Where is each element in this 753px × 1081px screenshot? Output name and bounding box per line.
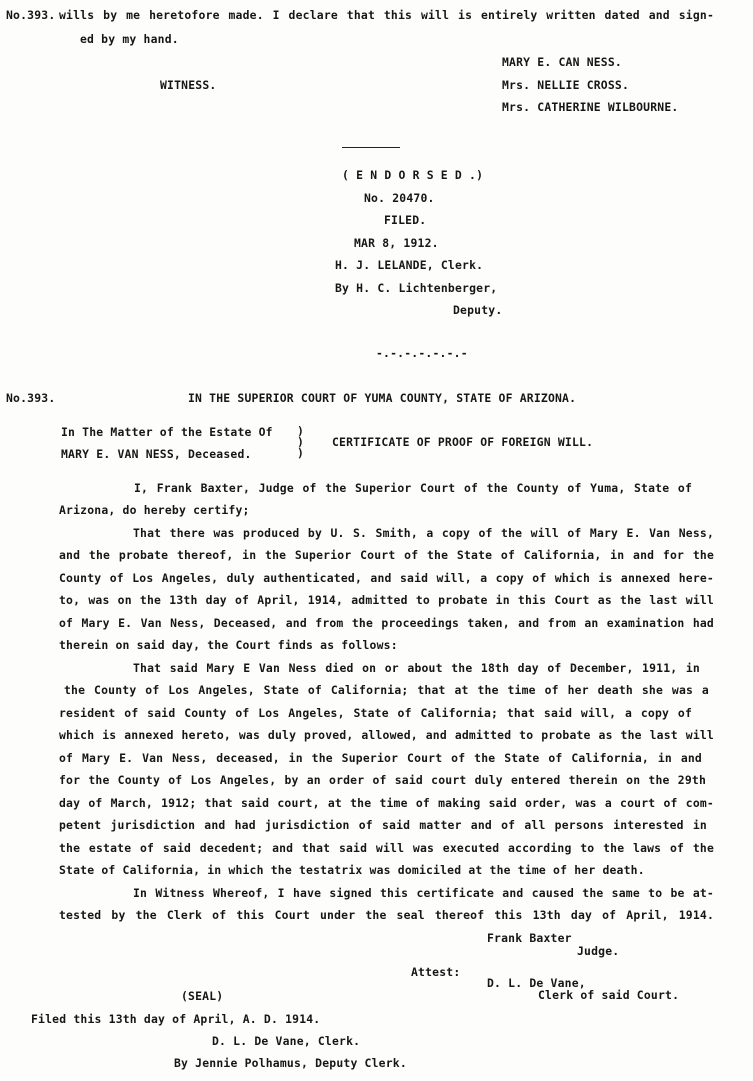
body-line: In Witness Whereof, I have signed this certificate and caused the same to be at-: [133, 886, 714, 900]
record-number: No.393.: [6, 391, 56, 405]
matter-caption: MARY E. VAN NESS, Deceased.: [61, 447, 252, 461]
seal-mark: (SEAL): [181, 989, 224, 1003]
body-line: day of March, 1912; that said court, at the time of making said order, was a court of com-: [59, 796, 714, 810]
body-line: That said Mary E Van Ness died on or about the 18th day of December, 1911, in: [133, 661, 700, 675]
caption-brace: ): [297, 435, 305, 449]
attest-clerk-title: Clerk of said Court.: [538, 988, 680, 1002]
signature: Mrs. CATHERINE WILBOURNE.: [502, 100, 679, 114]
endorsement-date: MAR 8, 1912.: [354, 236, 439, 250]
body-line: for the County of Los Angeles, by an order of said court duly entered therein on the 29th: [59, 773, 706, 787]
body-line: of Mary E. Van Ness, Deceased, and from the proceedings taken, and from an examination had: [59, 616, 714, 630]
record-number: No.393.: [6, 8, 56, 22]
matter-caption: In The Matter of the Estate Of: [61, 425, 273, 439]
body-line: tested by the Clerk of this Court under the seal thereof this 13th day of April, 1914.: [59, 908, 714, 922]
body-line: County of Los Angeles, duly authenticated, and said will, a copy of which is annexed here-: [59, 571, 714, 585]
filed-line: Filed this 13th day of April, A. D. 1914.: [31, 1012, 321, 1026]
body-line: Arizona, do hereby certify;: [59, 503, 250, 517]
judge-title: Judge.: [577, 944, 620, 958]
will-text-line: ed by my hand.: [80, 32, 179, 46]
signature: MARY E. CAN NESS.: [502, 55, 622, 69]
body-line: the County of Los Angeles, State of California; that at the time of her death she was a: [64, 683, 709, 697]
body-line: therein on said day, the Court finds as follows:: [59, 638, 398, 652]
endorsement-divider: -.-.-.-.-.-.-: [376, 346, 468, 360]
attest-label: Attest:: [411, 965, 461, 979]
judge-name: Frank Baxter: [487, 931, 572, 945]
filed-clerk: D. L. De Vane, Clerk.: [212, 1034, 361, 1048]
body-line: I, Frank Baxter, Judge of the Superior Court of the County of Yuma, State of: [134, 481, 692, 495]
body-line: resident of said County of Los Angeles, State of California; that said will, a copy of: [59, 706, 692, 720]
body-line: and the probate thereof, in the Superior Court of the State of California, in and for the: [59, 548, 714, 562]
endorsement-number: No. 20470.: [364, 191, 435, 205]
endorsement-by: By H. C. Lichtenberger,: [335, 281, 498, 295]
court-heading: IN THE SUPERIOR COURT OF YUMA COUNTY, STATE OF ARIZONA.: [188, 391, 577, 405]
body-line: to, was on the 13th day of April, 1914, admitted to probate in this Court as the last will: [59, 593, 714, 607]
caption-brace: ): [297, 424, 305, 438]
caption-brace: ): [297, 446, 305, 460]
body-line: That there was produced by U. S. Smith, a copy of the will of Mary E. Van Ness,: [133, 526, 714, 540]
signature: Mrs. NELLIE CROSS.: [502, 78, 630, 92]
body-line: the estate of said decedent; and that said will was executed according to the laws of the: [59, 841, 714, 855]
body-line: State of California, in which the testatrix was domiciled at the time of her death.: [59, 863, 645, 877]
body-line: which is annexed hereto, was duly proved, allowed, and admitted to probate as the last will: [59, 728, 714, 742]
endorsement-deputy: Deputy.: [453, 303, 503, 317]
certificate-title: CERTIFICATE OF PROOF OF FOREIGN WILL.: [332, 435, 594, 449]
witness-label: WITNESS.: [160, 78, 217, 92]
filed-deputy: By Jennie Polhamus, Deputy Clerk.: [174, 1056, 407, 1070]
endorsement-filed: FILED.: [384, 213, 427, 227]
body-line: petent jurisdiction and had jurisdiction of said matter and of all persons interested in: [59, 818, 707, 832]
divider-line: [342, 147, 400, 148]
body-line: of Mary E. Van Ness, deceased, in the Superior Court of the State of California, in and: [59, 751, 702, 765]
attest-clerk: D. L. De Vane,: [487, 976, 586, 990]
will-text-line: wills by me heretofore made. I declare that this will is entirely written dated and sign-: [59, 8, 714, 22]
endorsement-title: ( E N D O R S E D .): [342, 168, 484, 182]
endorsement-clerk: H. J. LELANDE, Clerk.: [335, 258, 484, 272]
